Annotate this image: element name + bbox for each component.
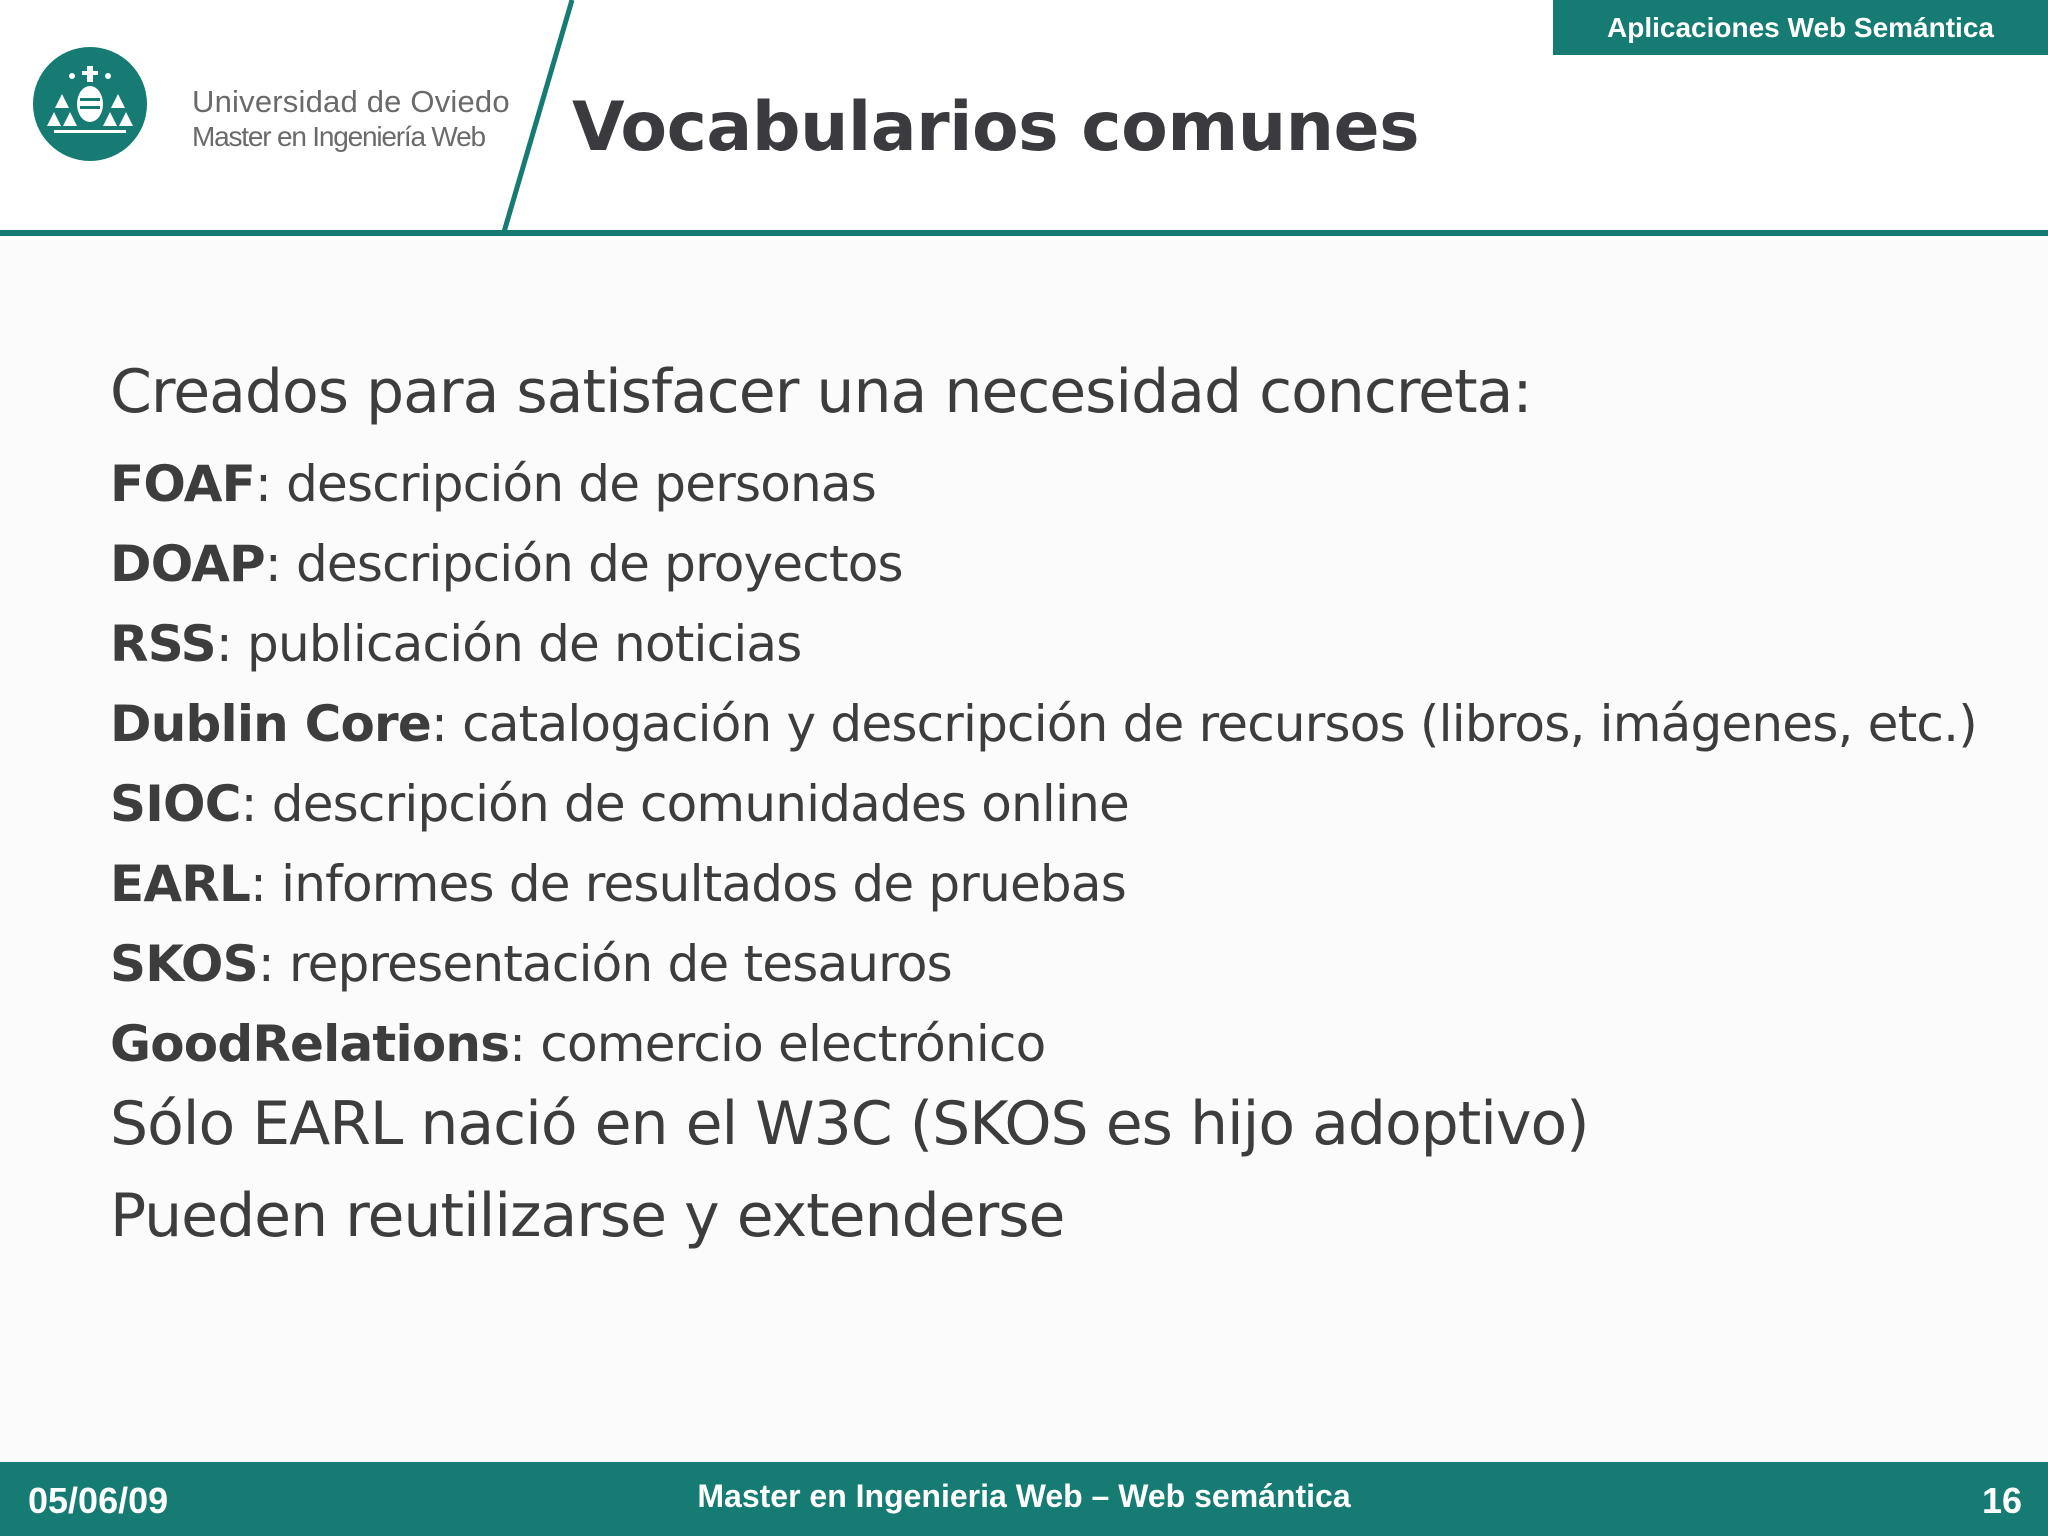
vocab-desc: : descripción de comunidades online xyxy=(240,775,1129,833)
course-tag: Aplicaciones Web Semántica xyxy=(1553,0,2048,55)
list-item xyxy=(110,848,1990,920)
vocab-term: EARL xyxy=(110,855,251,913)
vocab-term: SKOS xyxy=(110,935,258,993)
list-item xyxy=(110,448,1990,520)
list-item xyxy=(110,1008,1990,1080)
footer-date: 05/06/09 xyxy=(28,1480,169,1521)
organization-name xyxy=(192,86,510,151)
list-item xyxy=(110,528,1990,600)
list-item xyxy=(110,688,1990,760)
vocab-term: DOAP xyxy=(110,535,265,593)
page-number: 16 xyxy=(1981,1480,2022,1521)
vocab-term: GoodRelations xyxy=(110,1015,510,1073)
vocab-desc: : descripción de personas xyxy=(254,455,876,513)
list-item xyxy=(110,928,1990,1000)
list-item xyxy=(110,768,1990,840)
university-seal-icon xyxy=(32,46,148,162)
closing-text-reuse: Pueden reutilizarse y extenderse xyxy=(110,1181,1065,1251)
slide-footer xyxy=(0,1462,2048,1536)
slide-title: Vocabularios comunes xyxy=(572,88,1420,167)
list-item xyxy=(110,608,1990,680)
vocab-term: RSS xyxy=(110,615,216,673)
vocab-term: SIOC xyxy=(110,775,241,833)
vocab-desc: : catalogación y descripción de recursos (libros, imágenes, etc.) xyxy=(431,695,1977,753)
org-line-master: Master en Ingeniería Web xyxy=(192,121,485,152)
vocab-desc: : descripción de proyectos xyxy=(264,535,903,593)
footer-course: Master en Ingenieria Web – Web semántica xyxy=(697,1478,1351,1514)
vocab-desc: : comercio electrónico xyxy=(509,1015,1046,1073)
vocab-term: Dublin Core xyxy=(110,695,431,753)
slide-body xyxy=(110,357,1990,1278)
vocabulary-list xyxy=(110,448,1990,1080)
closing-text-w3c: Sólo EARL nació en el W3C (SKOS es hijo adoptivo) xyxy=(110,1089,1589,1159)
vocab-term: FOAF xyxy=(110,455,255,513)
vocab-desc: : informes de resultados de pruebas xyxy=(250,855,1126,913)
vocab-desc: : publicación de noticias xyxy=(215,615,802,673)
org-line-university: Universidad de Oviedo xyxy=(192,84,510,119)
slide-header xyxy=(0,0,2048,240)
vocab-desc: : representación de tesauros xyxy=(257,935,952,993)
header-rule xyxy=(0,230,2048,236)
lead-text: Creados para satisfacer una necesidad concreta: xyxy=(110,357,1532,427)
